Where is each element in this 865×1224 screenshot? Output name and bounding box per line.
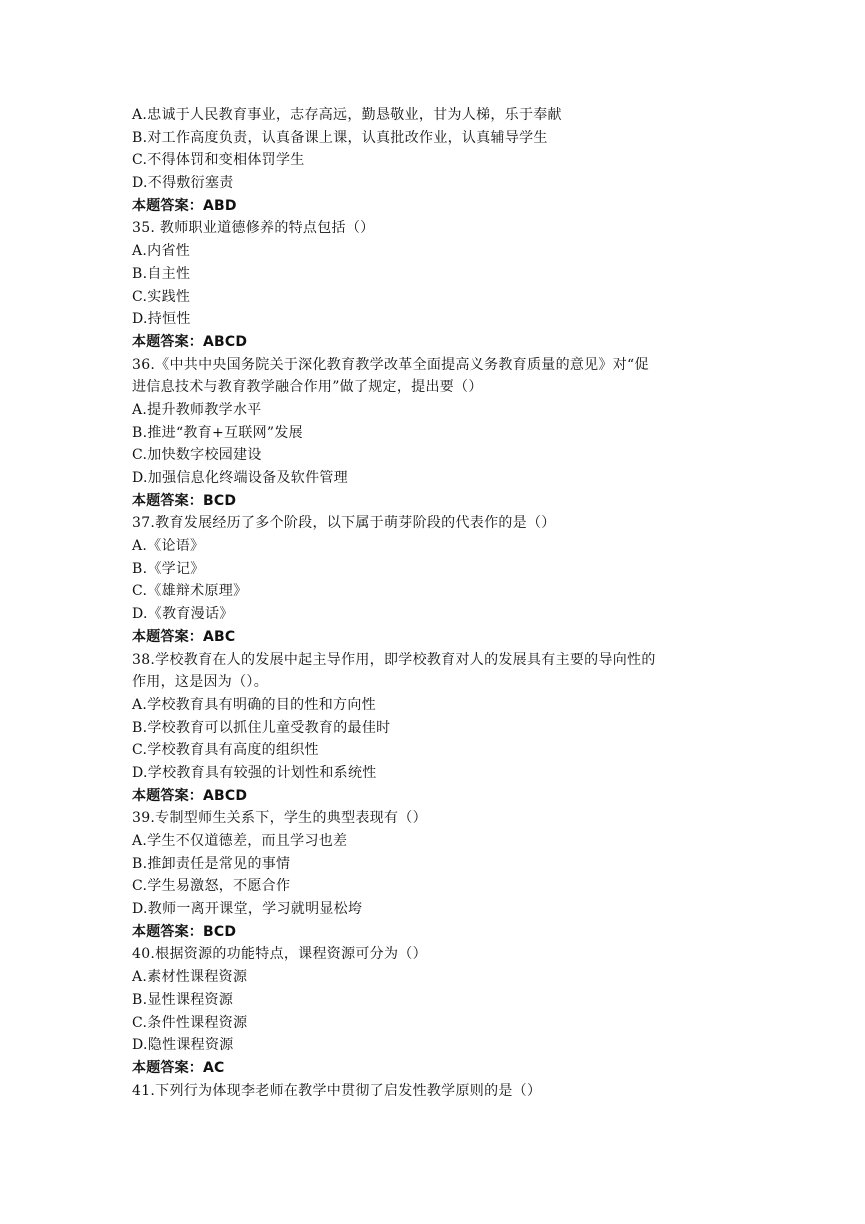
question-stem-continued: 进信息技术与教育教学融合作用”做了规定，提出要（） [132,379,483,396]
question-stem: 40.根据资源的功能特点，课程资源可分为（） [132,946,427,963]
option-a: A.素材性课程资源 [132,969,248,986]
question-37 [132,512,742,648]
option-d: D.加强信息化终端设备及软件管理 [132,470,348,486]
question-39 [132,807,742,943]
option-c: C.学生易激怒，不愿合作 [132,878,291,895]
option-c: C.条件性课程资源 [132,1014,248,1031]
question-36 [132,354,742,513]
answer-line: 本题答案：AC [132,1059,225,1076]
question-stem: 39.专制型师生关系下，学生的典型表现有（） [132,810,427,827]
question-stem: 37.教育发展经历了多个阶段，以下属于萌芽阶段的代表作的是（） [132,515,556,532]
document-page [132,104,742,1102]
question-35 [132,217,742,353]
option-d: D.教师一离开课堂，学习就明显松垮 [132,901,363,918]
option-d: D.隐性课程资源 [132,1037,234,1054]
option-b: B.自主性 [132,265,191,282]
option-b: B.《学记》 [132,560,205,577]
question-34 [132,104,742,217]
option-c: C.加快数字校园建设 [132,447,262,464]
answer-line: 本题答案：BCD [132,492,237,509]
answer-line: 本题答案：ABCD [132,787,248,804]
option-a: A.忠诚于人民教育事业，志存高远，勤恳敬业，甘为人梯，乐于奉献 [132,107,562,123]
option-c: C.不得体罚和变相体罚学生 [132,152,305,169]
option-d: D.不得敷衍塞责 [132,175,234,192]
option-a: A.《论语》 [132,538,205,555]
option-a: A.学校教育具有明确的目的性和方向性 [132,696,376,713]
option-b: B.学校教育可以抓住儿童受教育的最佳时 [132,719,391,736]
option-d: D.学校教育具有较强的计划性和系统性 [132,764,377,781]
option-a: A.内省性 [132,243,191,260]
option-c: C.学校教育具有高度的组织性 [132,742,319,759]
answer-line: 本题答案：ABD [132,197,237,214]
option-c: C.《雄辩术原理》 [132,583,248,600]
question-stem-continued: 作用，这是因为（）。 [132,674,268,691]
question-stem: 41.下列行为体现李老师在教学中贯彻了启发性教学原则的是（） [132,1082,542,1099]
option-b: B.显性课程资源 [132,991,234,1008]
question-stem: 35. 教师职业道德修养的特点包括（） [132,220,375,237]
answer-line: 本题答案：BCD [132,923,237,940]
answer-line: 本题答案：ABC [132,628,236,645]
option-d: D.持恒性 [132,311,191,328]
question-38 [132,649,742,808]
option-b: B.推卸责任是常见的事情 [132,855,291,872]
option-b: B.对工作高度负责，认真备课上课，认真批改作业，认真辅导学生 [132,129,548,146]
option-a: A.学生不仅道德差，而且学习也差 [132,833,348,849]
answer-line: 本题答案：ABCD [132,333,248,350]
question-40 [132,943,742,1079]
question-41 [132,1080,742,1103]
option-c: C.实践性 [132,288,191,305]
option-a: A.提升教师教学水平 [132,401,262,418]
question-stem: 38.学校教育在人的发展中起主导作用，即学校教育对人的发展具有主要的导向性的 [132,651,656,668]
question-stem: 36.《中共中央国务院关于深化教育教学改革全面提高义务教育质量的意见》对“促 [132,356,649,373]
option-b: B.推进“教育+互联网”发展 [132,424,303,441]
option-d: D.《教育漫话》 [132,606,234,623]
